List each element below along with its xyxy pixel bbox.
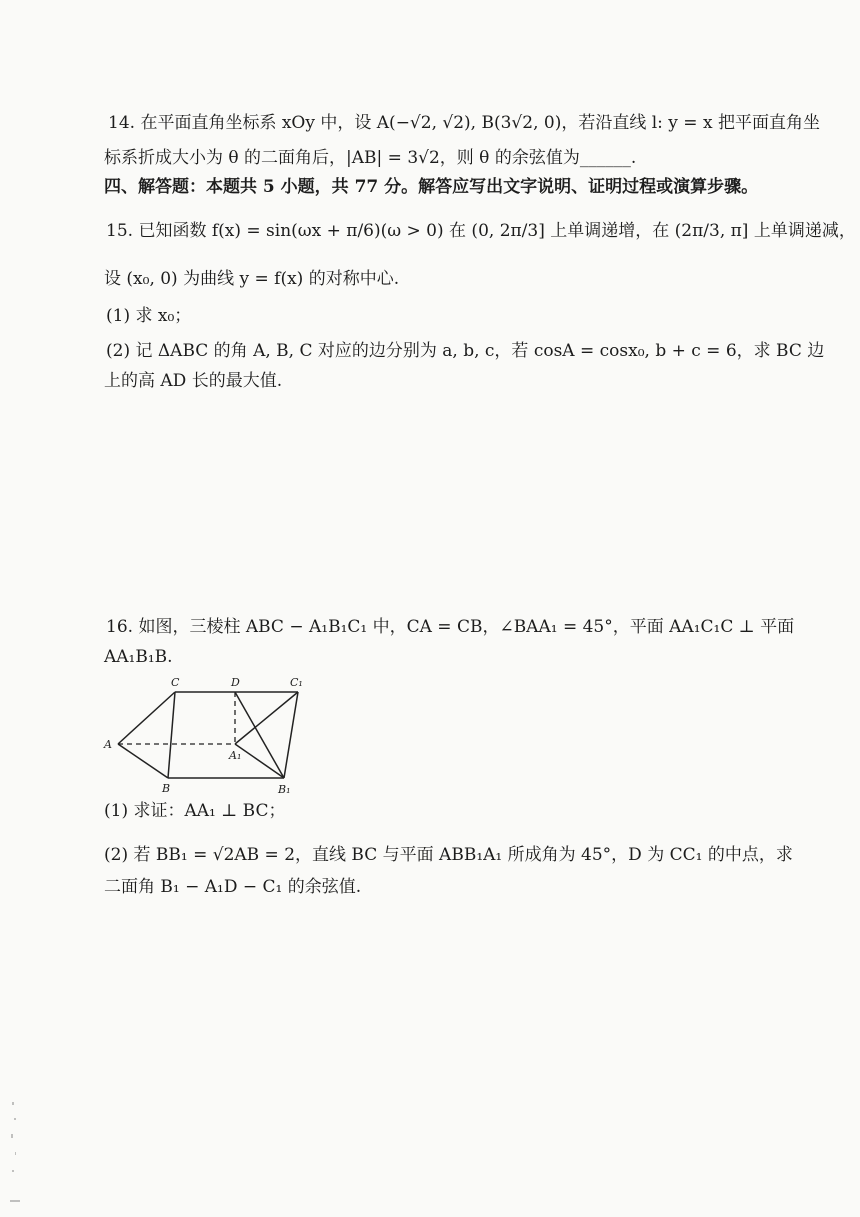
section-4-heading: 四、解答题：本题共 5 小题，共 77 分。解答应写出文字说明、证明过程或演算步骤。 (104, 177, 759, 197)
q15-part-2-line-2: 上的高 AD 长的最大值. (104, 371, 283, 391)
q16-part-2-line-1: (2) 若 BB₁ = √2AB = 2，直线 BC 与平面 ABB₁A₁ 所成角为 45°，D 为 CC₁ 的中点，求 (104, 845, 793, 865)
q16-line-1: 16. 如图，三棱柱 ABC − A₁B₁C₁ 中，CA = CB，∠BAA₁ = 45°，平面 AA₁C₁C ⊥ 平面 (106, 617, 795, 637)
label-a: A (104, 738, 112, 751)
label-b: B (162, 782, 171, 795)
prism-figure (100, 672, 315, 797)
q16-part-1: (1) 求证：AA₁ ⊥ BC； (104, 801, 286, 821)
label-a1: A₁ (229, 749, 242, 762)
edge-d-b1 (235, 692, 284, 778)
edge-a1-c1 (235, 692, 298, 744)
q14-line-2: 标系折成大小为 θ 的二面角后，|AB| = 3√2，则 θ 的余弦值为______. (104, 148, 637, 168)
label-b1: B₁ (278, 783, 291, 796)
q16-line-2: AA₁B₁B. (104, 647, 173, 667)
q14-line-1: 14. 在平面直角坐标系 xOy 中，设 A(−√2, √2), B(3√2, 0)，若沿直线 l: y = x 把平面直角坐 (108, 113, 820, 133)
q15-part-1: (1) 求 x₀； (106, 306, 192, 326)
label-d: D (231, 676, 240, 689)
edge-c-a (118, 692, 175, 744)
q15-part-2-line-1: (2) 记 ΔABC 的角 A, B, C 对应的边分别为 a, b, c，若 cosA = cosx₀, b + c = 6，求 BC 边 (106, 341, 825, 361)
scan-artifact (8, 1100, 22, 1210)
q16-part-2-line-2: 二面角 B₁ − A₁D − C₁ 的余弦值. (104, 877, 362, 897)
edge-c-b (168, 692, 175, 778)
q15-line-1: 15. 已知函数 f(x) = sin(ωx + π/6)(ω > 0) 在 (0, 2π/3] 上单调递增，在 (2π/3, π] 上单调递减， (106, 221, 856, 241)
edge-a-b (118, 744, 168, 778)
q15-line-2: 设 (x₀, 0) 为曲线 y = f(x) 的对称中心. (104, 269, 400, 289)
label-c: C (171, 676, 180, 689)
label-c1: C₁ (290, 676, 303, 689)
edge-c1-b1 (284, 692, 298, 778)
edge-a1-b1 (235, 744, 284, 778)
